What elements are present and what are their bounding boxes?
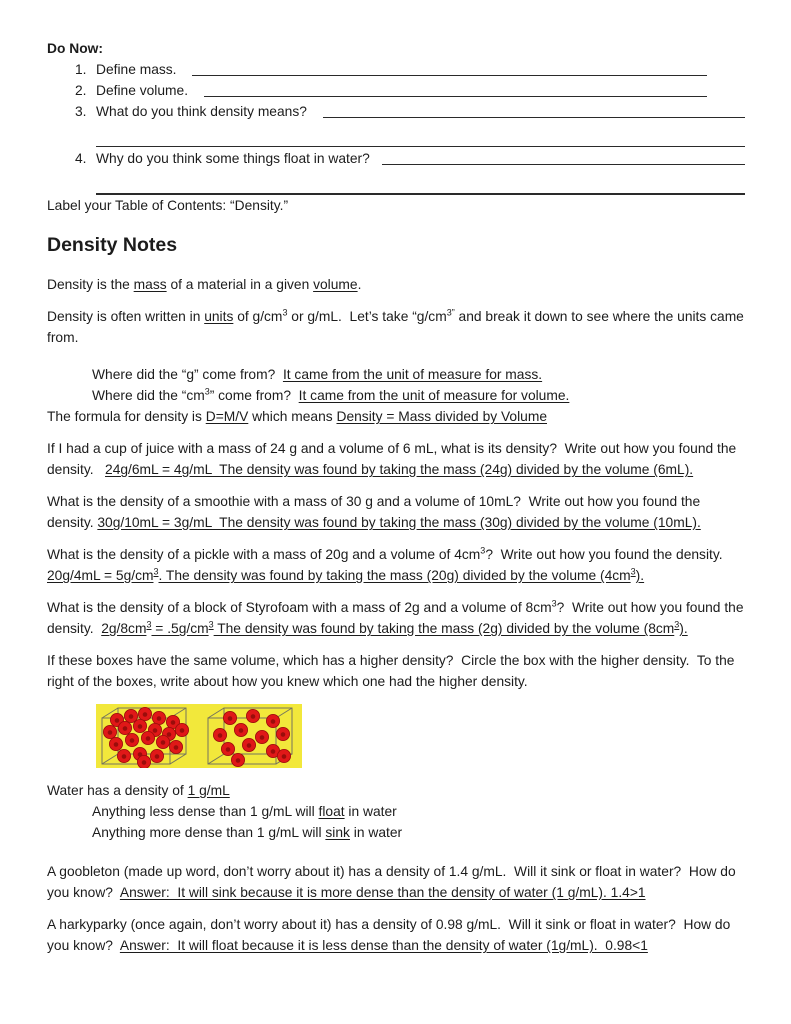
water-density-statement: Water has a density of 1 g/mL bbox=[47, 783, 230, 798]
item-prompt: What do you think density means? bbox=[96, 104, 315, 119]
paragraph-juice-problem: If I had a cup of juice with a mass of 24 g and a volume of 6 mL, what is its density? Write out how you found the density. 24g/6mL = 4g/mL The density was found by taking the mass (24g) divided by the volume (6mL). bbox=[47, 441, 741, 477]
paragraph-styrofoam-problem: What is the density of a block of Styrofoam with a mass of 2g and a volume of $8cm^3$? Write out how you found the density. $2g/8cm^3 = .5g/cm^3$ The density was found by taking the mass (2g) divided by the volume $(8cm^3)$. bbox=[47, 598, 748, 636]
answer-blank-line-continuation bbox=[96, 169, 745, 195]
answer-blank-line bbox=[323, 117, 745, 118]
toc-instruction: Label your Table of Contents: “Density.” bbox=[47, 198, 289, 213]
paragraph-mass-volume: Density is the mass of a material in a given volume. bbox=[47, 277, 362, 292]
do-now-item-2 bbox=[75, 80, 745, 101]
question-where-cm3: Where did the “$cm^3$” come from? It came from the unit of measure for volume. bbox=[92, 386, 570, 403]
paragraph-boxes-question: If these boxes have the same volume, which has a higher density? Circle the box with the higher density. To the right of the boxes, write about how you knew which one had the higher density. bbox=[47, 653, 739, 689]
question-where-g: Where did the “g” come from? It came from the unit of measure for mass. bbox=[92, 367, 543, 382]
answer-blank-line bbox=[204, 96, 707, 97]
item-number: 1. bbox=[75, 62, 87, 77]
answer-blank-line-continuation bbox=[96, 122, 745, 147]
paragraph-units: Density is often written in units of $g/cm^3$ or g/mL. Let’s take “$g/cm^{3”}$ and break it down to see where the units came from. bbox=[47, 307, 748, 345]
paragraph-formula: The formula for density is D=M/V which means Density = Mass divided by Volume bbox=[47, 409, 547, 424]
water-density-block bbox=[47, 780, 745, 843]
do-now-item-1 bbox=[75, 59, 745, 80]
item-prompt: Define volume. bbox=[96, 83, 196, 98]
item-prompt: Define mass. bbox=[96, 62, 185, 77]
where-did-block bbox=[47, 364, 745, 406]
paragraph-harkyparky-problem: A harkyparky (once again, don’t worry about it) has a density of 0.98 g/mL. Will it sink or float in water? How do you know? Answer: It will float because it is less dense than the density of water (1g/mL). 0.98<1 bbox=[47, 917, 735, 953]
density-boxes-figure bbox=[96, 704, 745, 768]
item-prompt: Why do you think some things float in water? bbox=[96, 151, 374, 166]
do-now-item-3 bbox=[75, 101, 745, 122]
do-now-item-4 bbox=[75, 148, 745, 169]
sink-rule: Anything more dense than 1 g/mL will sink in water bbox=[92, 825, 403, 840]
item-number: 3. bbox=[75, 104, 87, 119]
item-number: 4. bbox=[75, 151, 87, 166]
paragraph-pickle-problem: What is the density of a pickle with a mass of 20g and a volume of $4cm^3$? Write out how you found the density. $20g/4mL = 5g/cm^3$. The density was found by taking the mass (20g) divided by the volume $(4cm^3)$. bbox=[47, 545, 727, 583]
do-now-title: Do Now: bbox=[47, 41, 103, 56]
answer-blank-line bbox=[382, 164, 745, 165]
float-rule: Anything less dense than 1 g/mL will float in water bbox=[92, 804, 397, 819]
page-title: Density Notes bbox=[47, 234, 178, 256]
paragraph-goobleton-problem: A goobleton (made up word, don’t worry about it) has a density of 1.4 g/mL. Will it sink or float in water? How do you know? Answer: It will sink because it is more dense than the density of water (1 g/mL). 1.4>1 bbox=[47, 864, 740, 900]
item-number: 2. bbox=[75, 83, 87, 98]
answer-blank-line bbox=[192, 75, 707, 76]
density-boxes-image bbox=[96, 704, 302, 768]
paragraph-smoothie-problem: What is the density of a smoothie with a mass of 30 g and a volume of 10mL? Write out how you found the density. 30g/10mL = 3g/mL The density was found by taking the mass (30g) divided by the volume (10mL). bbox=[47, 494, 704, 530]
do-now-section bbox=[47, 38, 745, 195]
